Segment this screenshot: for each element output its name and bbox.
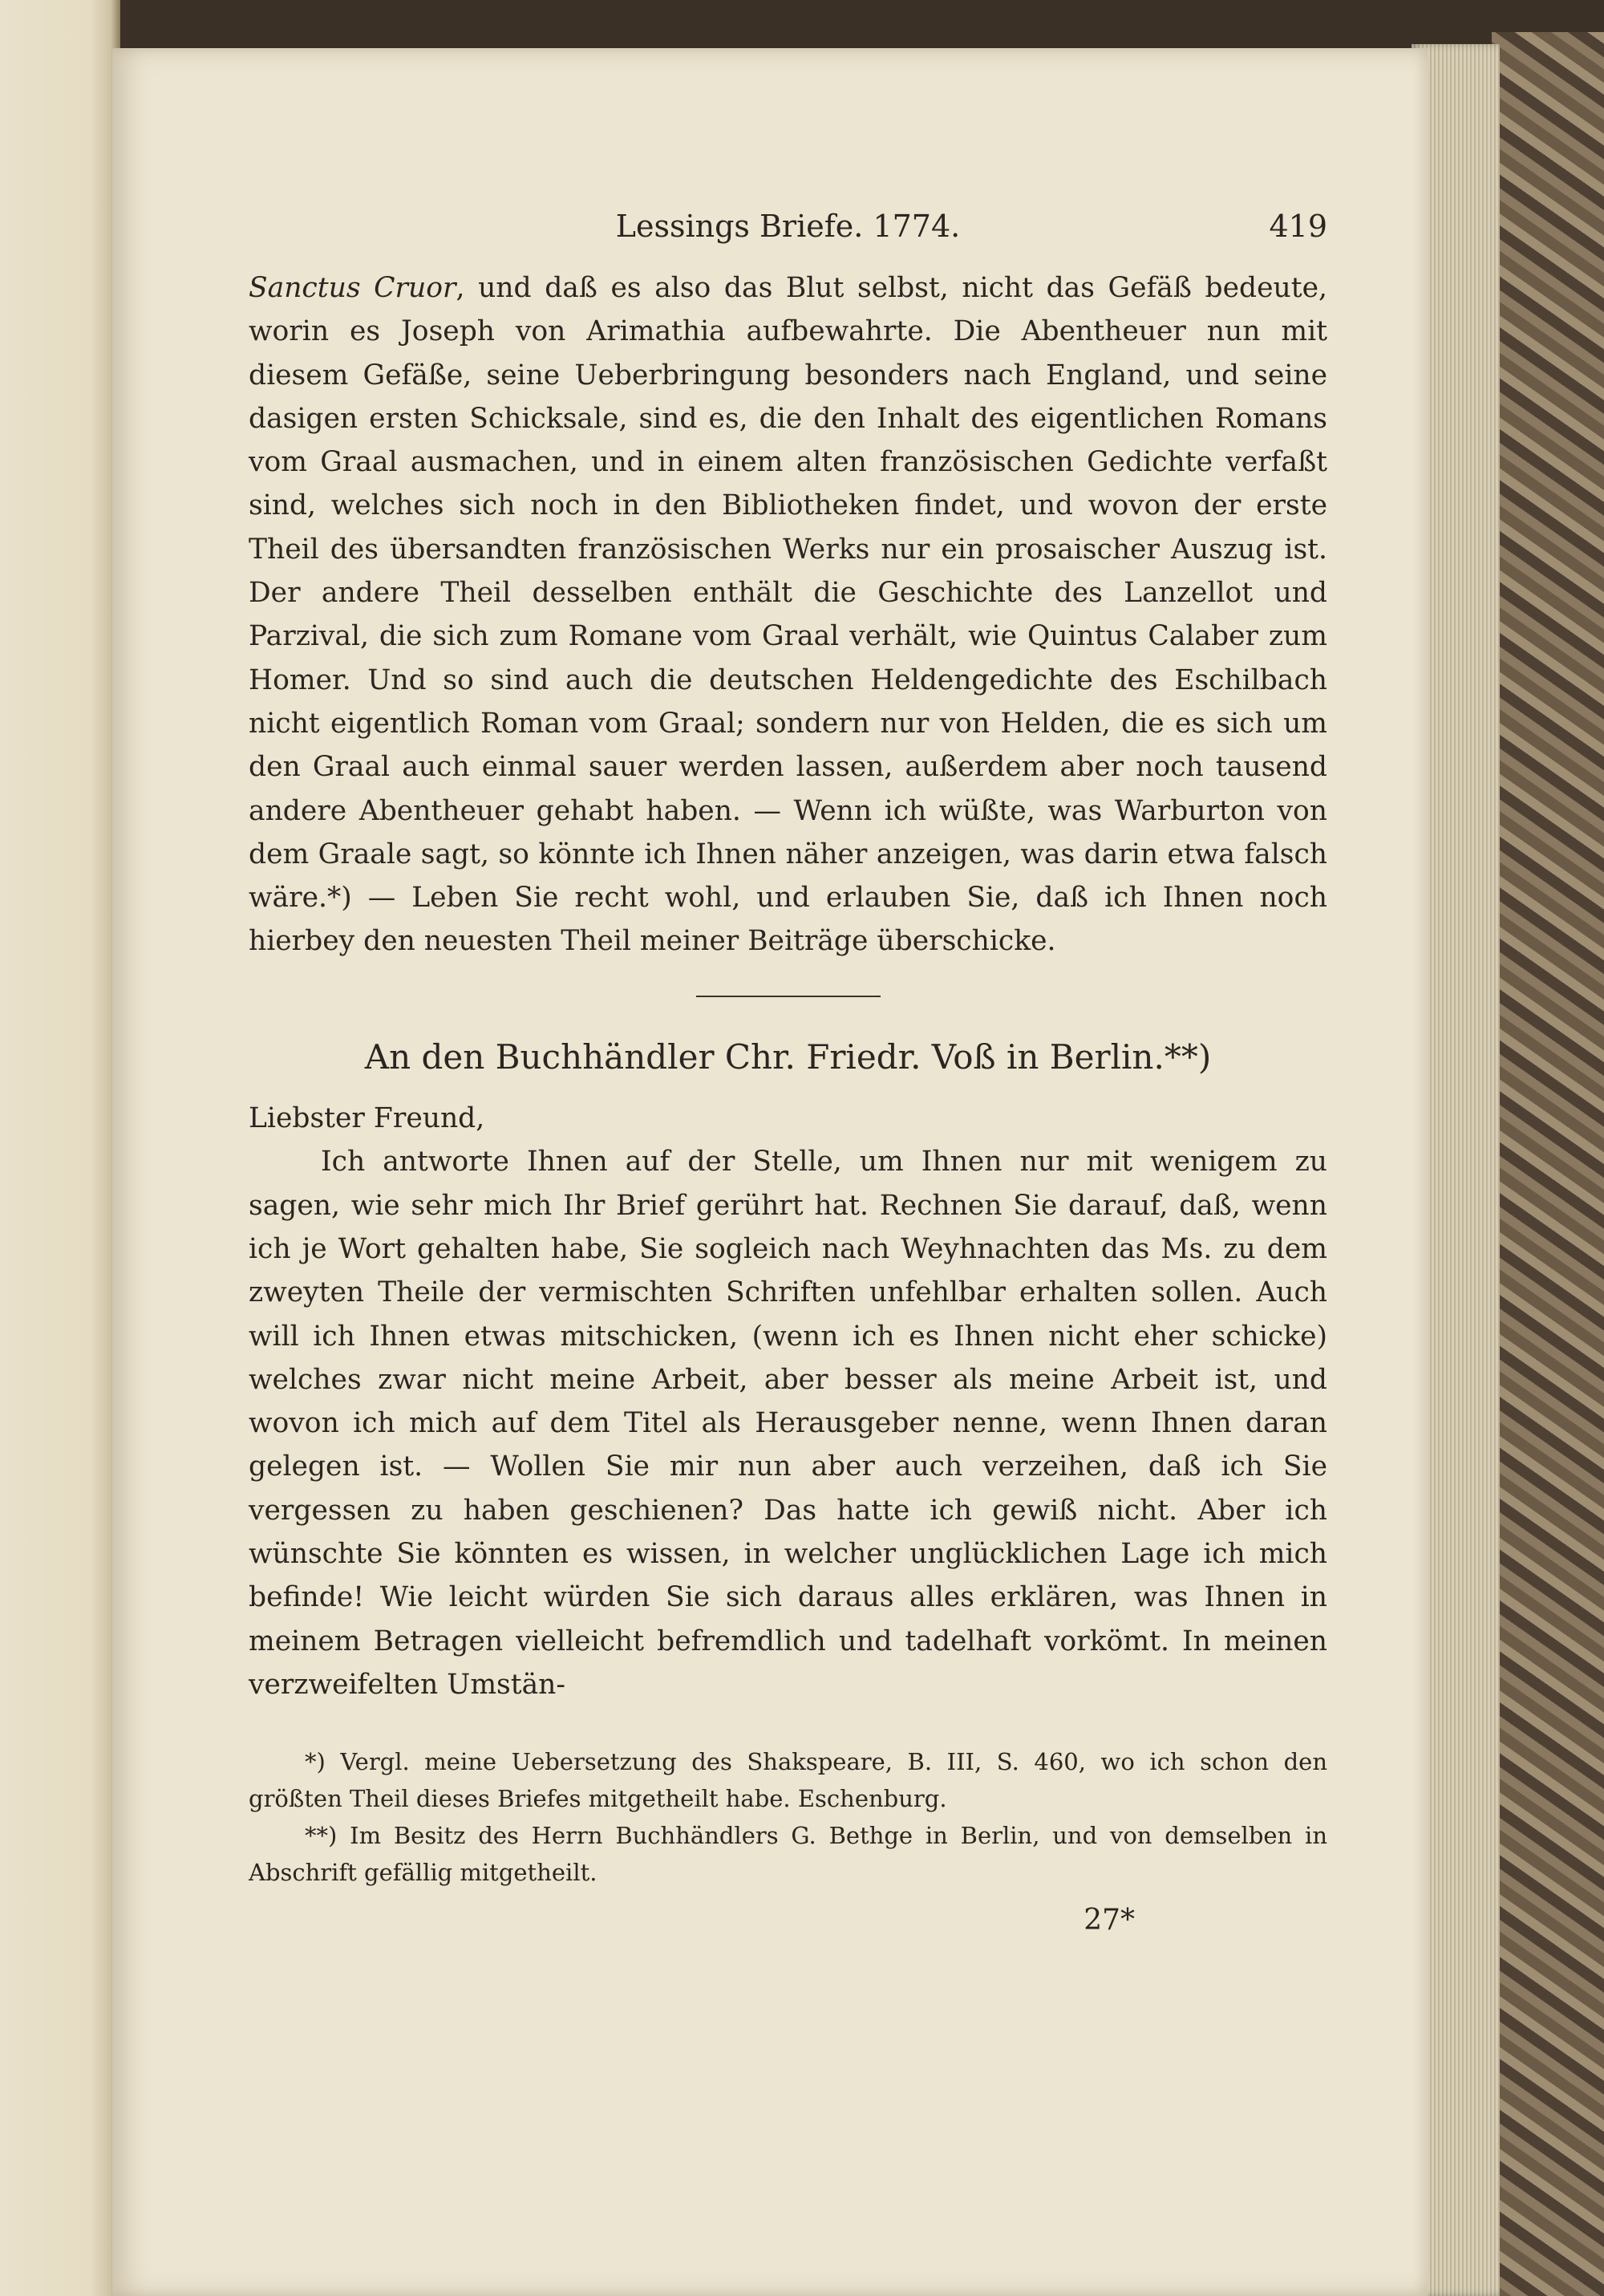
salutation: Liebster Freund, <box>249 1102 485 1135</box>
paragraph-1 <box>249 266 1327 963</box>
left-page-edge <box>0 0 120 2296</box>
letter-heading: An den Buchhändler Chr. Friedr. Voß in Berlin.**) <box>364 1036 1212 1077</box>
marbled-cover <box>1492 32 1604 2296</box>
book-page <box>112 48 1428 2296</box>
signature-mark: 27* <box>1084 1904 1135 1937</box>
body-text <box>249 266 1327 1706</box>
page-content <box>249 209 1327 1937</box>
paragraph-1-text: , und daß es also das Blut selbst, nicht das Gefäß bedeute, worin es Joseph von Arimathia aufbewahrte. Die Abentheuer nun mit diesem Gefäße, seine Ueberbringung besonders nach England, und seine dasigen ersten Schicksale, sind es, die den Inhalt des eigentlichen Romans vom Graal ausmachen, und in einem alten französischen Gedichte verfaßt sind, welches sich noch in den Bibliotheken findet, und wovon der erste Theil des übersandten französischen Werks nur ein prosaischer Auszug ist. Der andere Theil desselben enthält die Geschichte des Lanzellot und Parzival, die sich zum Romane vom Graal verhält, wie Quintus Calaber zum Homer. Und so sind auch die deutschen Heldengedichte des Eschilbach nicht eigentlich Roman vom Graal; sondern nur von Helden, die es sich um den Graal auch einmal sauer werden lassen, außerdem aber noch tausend andere Abentheuer gehabt haben. — Wenn ich wüßte, was Warburton von dem Graale sagt, so könnte ich Ihnen näher anzeigen, was darin etwa falsch wäre.*) — Leben Sie recht wohl, und erlauben Sie, daß ich Ihnen noch hierbey den neuesten Theil meiner Beiträge überschicke. <box>249 272 1327 958</box>
section-divider <box>696 996 881 997</box>
running-head <box>249 209 1327 257</box>
latin-phrase: Sanctus Cruor <box>249 272 456 304</box>
paragraph-2: Ich antworte Ihnen auf der Stelle, um Ihnen nur mit wenigem zu sagen, wie sehr mich Ihr Brief gerührt hat. Rechnen Sie darauf, daß, wenn ich je Wort gehalten habe, Sie sogleich nach Weyhnachten das Ms. zu dem zweyten Theile der vermischten Schriften unfehlbar erhalten sollen. Auch will ich Ihnen etwas mitschicken, (wenn ich es Ihnen nicht eher schicke) welches zwar nicht meine Arbeit, aber besser als meine Arbeit ist, und wovon ich mich auf dem Titel als Herausgeber nenne, wenn Ihnen daran gelegen ist. — Wollen Sie mir nun aber auch verzeihen, daß ich Sie vergessen zu haben geschienen? Das hatte ich gewiß nicht. Aber ich wünschte Sie könnten es wissen, in welcher unglücklichen Lage ich mich befinde! Wie leicht würden Sie sich daraus alles erklären, was Ihnen in meinem Betragen vielleicht befremdlich und tadelhaft vorkömt. In meinen verzweifelten Umstän- <box>249 1146 1327 1701</box>
footnote-2: **) Im Besitz des Herrn Buchhändlers G. Bethge in Berlin, und von demselben in Abschrift gefällig mitgetheilt. <box>249 1822 1327 1887</box>
running-head-title: Lessings Briefe. 1774. <box>615 209 961 244</box>
footnote-1-signature: Eschenburg. <box>797 1785 947 1813</box>
page-number: 419 <box>1269 209 1327 244</box>
footnotes <box>249 1743 1327 1891</box>
footnote-1 <box>249 1743 1327 1817</box>
footnote-1-text: *) Vergl. meine Uebersetzung des Shakspeare, B. III, S. 460, wo ich schon den größten Theil dieses Briefes mitgetheilt habe. <box>249 1748 1327 1813</box>
